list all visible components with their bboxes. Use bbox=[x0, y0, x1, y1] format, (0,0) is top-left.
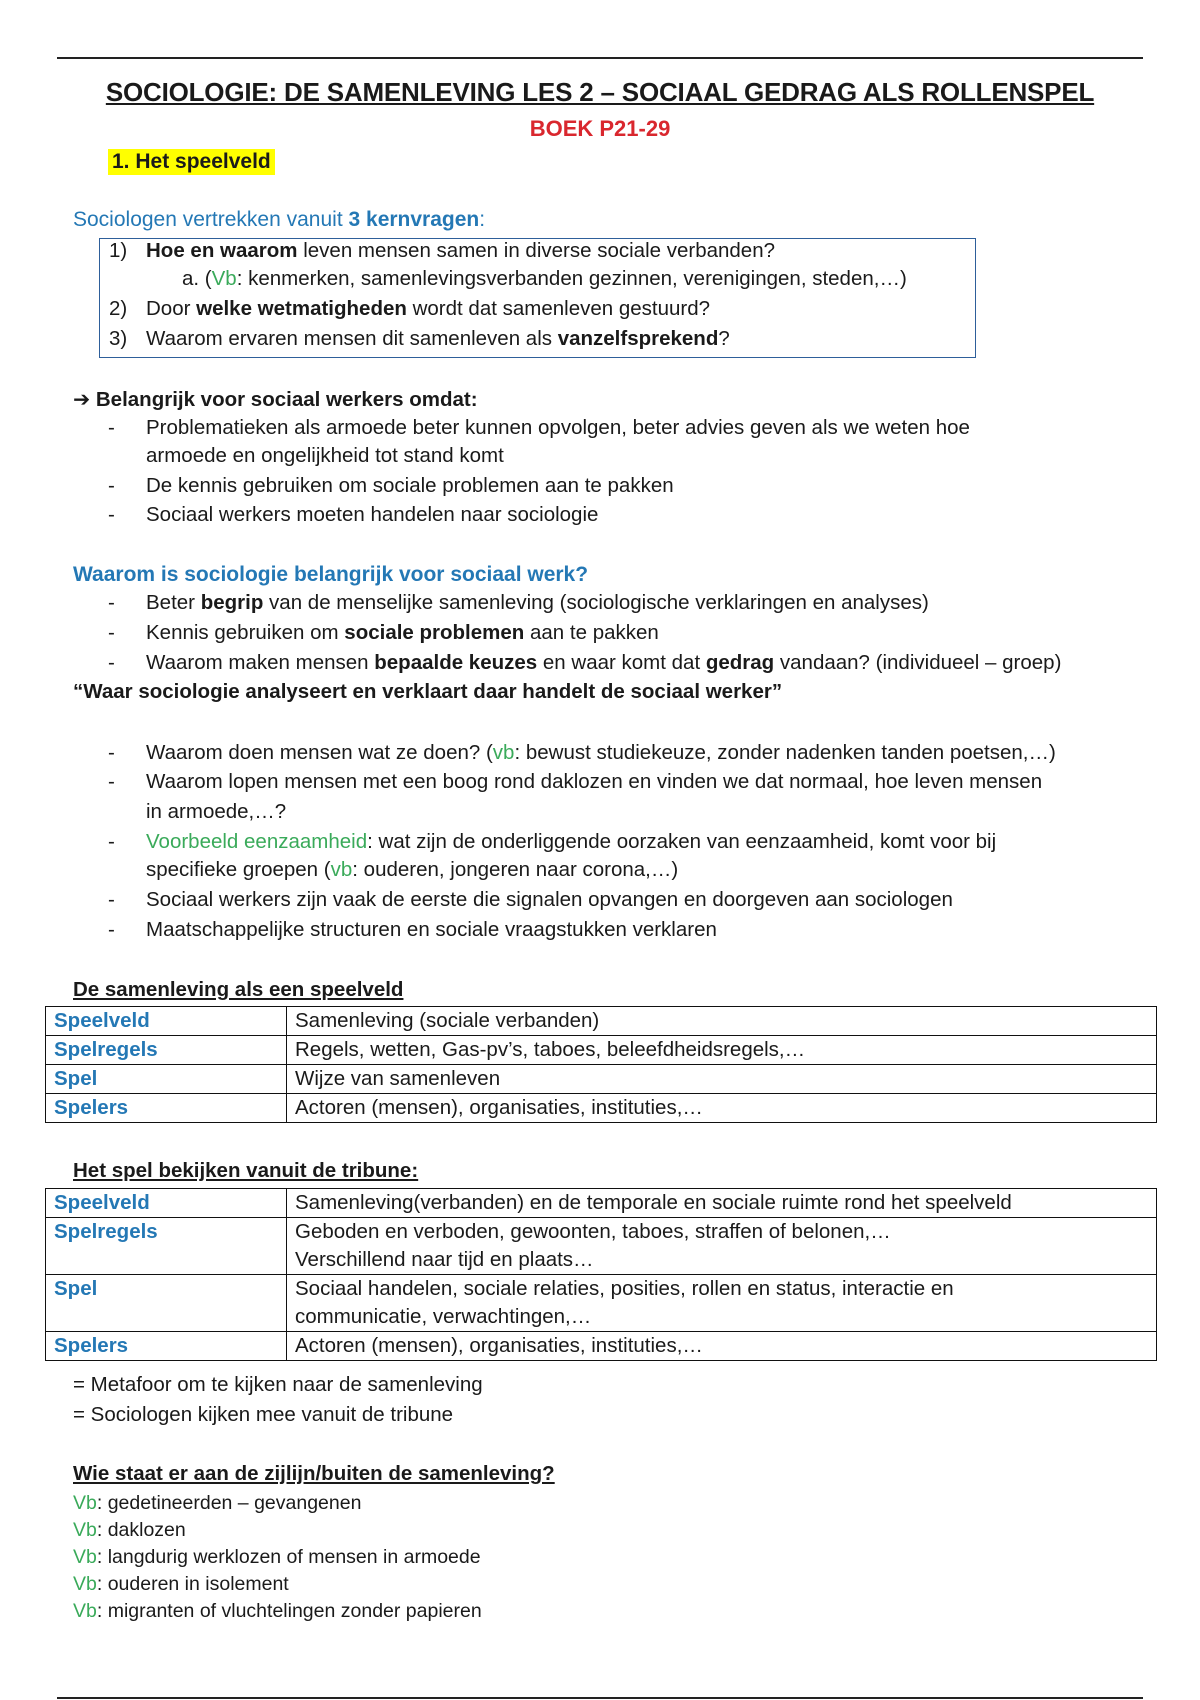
table-value: Regels, wetten, Gas-pv’s, taboes, beleefdheidsregels,… bbox=[287, 1036, 1157, 1065]
kernvraag-1a: a. (Vb: kenmerken, samenlevingsverbanden gezinnen, verenigingen, steden,…) bbox=[182, 267, 907, 290]
table-row bbox=[46, 1094, 1157, 1123]
belangrijk-item-1-cont: armoede en ongelijkheid tot stand komt bbox=[146, 444, 504, 467]
example-2-cont: in armoede,…? bbox=[146, 800, 287, 823]
speelveld-table bbox=[45, 1006, 1157, 1123]
table-key: Spelers bbox=[46, 1094, 287, 1123]
table-row bbox=[46, 1275, 1157, 1332]
table-value: Geboden en verboden, gewoonten, taboes, straffen of belonen,… Verschillend naar tijd en plaats… bbox=[287, 1218, 1157, 1275]
page-subtitle: BOEK P21-29 bbox=[529, 116, 671, 141]
note-metafoor: = Metafoor om te kijken naar de samenleving bbox=[73, 1373, 483, 1396]
table1-title: De samenleving als een speelveld bbox=[73, 978, 404, 1001]
bottom-rule bbox=[57, 1697, 1143, 1699]
table-row bbox=[46, 1065, 1157, 1094]
example-3-cont: specifieke groepen (vb: ouderen, jongeren naar corona,…) bbox=[146, 858, 679, 881]
list-item: Vb: migranten of vluchtelingen zonder papieren bbox=[73, 1600, 482, 1622]
kernvraag-3: 3) Waarom ervaren mensen dit samenleven als vanzelfsprekend? bbox=[109, 327, 730, 350]
list-item: Vb: daklozen bbox=[73, 1519, 186, 1541]
table2-title: Het spel bekijken vanuit de tribune: bbox=[73, 1159, 419, 1182]
waarom-heading: Waarom is sociologie belangrijk voor sociaal werk? bbox=[73, 563, 589, 586]
table-key: Spelregels bbox=[46, 1218, 287, 1275]
table-key: Speelveld bbox=[46, 1007, 287, 1036]
top-rule bbox=[57, 57, 1143, 59]
table-row bbox=[46, 1332, 1157, 1361]
table-value: Actoren (mensen), organisaties, instituties,… bbox=[287, 1332, 1157, 1361]
table-value: Actoren (mensen), organisaties, instituties,… bbox=[287, 1094, 1157, 1123]
table-value: Sociaal handelen, sociale relaties, posities, rollen en status, interactie en communicatie, verwachtingen,… bbox=[287, 1275, 1157, 1332]
table-key: Spel bbox=[46, 1065, 287, 1094]
waarom-quote: “Waar sociologie analyseert en verklaart daar handelt de sociaal werker” bbox=[73, 680, 783, 703]
note-tribune: = Sociologen kijken mee vanuit de tribune bbox=[73, 1403, 454, 1426]
table-row bbox=[46, 1036, 1157, 1065]
list-item: Vb: langdurig werklozen of mensen in armoede bbox=[73, 1546, 481, 1568]
table-row bbox=[46, 1218, 1157, 1275]
list-item: Vb: ouderen in isolement bbox=[73, 1573, 289, 1595]
table-key: Spelregels bbox=[46, 1036, 287, 1065]
section-heading-speelveld: 1. Het speelveld bbox=[108, 149, 275, 175]
zijlijn-heading: Wie staat er aan de zijlijn/buiten de samenleving? bbox=[73, 1462, 555, 1485]
table-row bbox=[46, 1007, 1157, 1036]
table-row bbox=[46, 1189, 1157, 1218]
page-title: SOCIOLOGIE: DE SAMENLEVING LES 2 – SOCIAAL GEDRAG ALS ROLLENSPEL bbox=[105, 77, 1095, 107]
tribune-table bbox=[45, 1188, 1157, 1361]
table-value: Samenleving (sociale verbanden) bbox=[287, 1007, 1157, 1036]
kernvraag-2: 2) Door welke wetmatigheden wordt dat samenleven gestuurd? bbox=[109, 297, 711, 320]
table-key: Speelveld bbox=[46, 1189, 287, 1218]
table-value: Samenleving(verbanden) en de temporale en sociale ruimte rond het speelveld bbox=[287, 1189, 1157, 1218]
belangrijk-heading: ➔ Belangrijk voor sociaal werkers omdat: bbox=[73, 388, 478, 411]
kernvragen-intro: Sociologen vertrekken vanuit 3 kernvragen: bbox=[73, 208, 486, 231]
table-key: Spelers bbox=[46, 1332, 287, 1361]
table-value: Wijze van samenleven bbox=[287, 1065, 1157, 1094]
kernvraag-1: 1) Hoe en waarom leven mensen samen in diverse sociale verbanden? bbox=[109, 239, 776, 262]
table-key: Spel bbox=[46, 1275, 287, 1332]
list-item: Vb: gedetineerden – gevangenen bbox=[73, 1492, 362, 1514]
